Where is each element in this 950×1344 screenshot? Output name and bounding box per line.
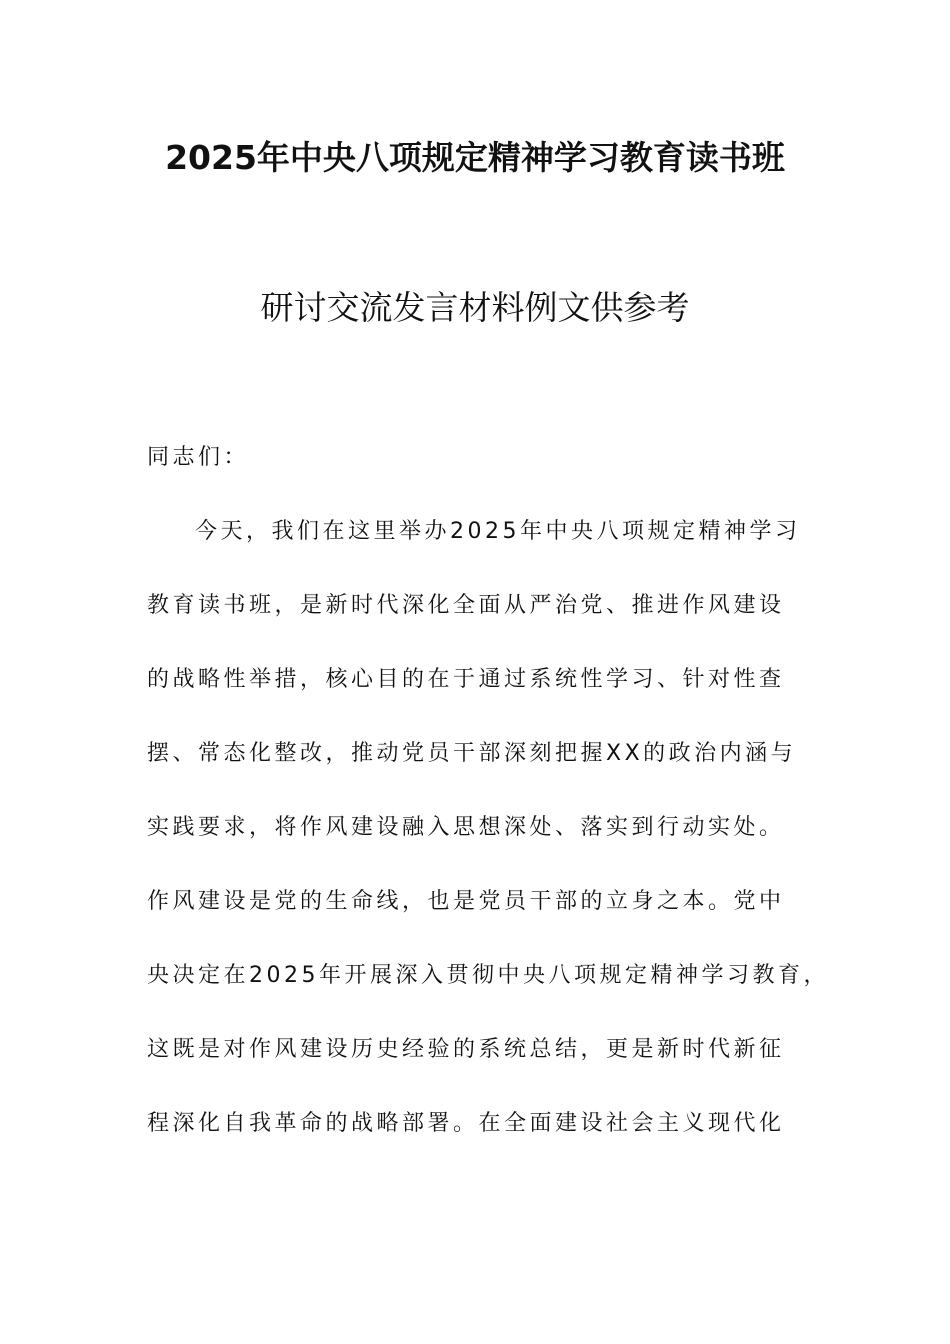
body-line: 今天，我们在这里举办2025年中央八项规定精神学习 (195, 519, 801, 544)
body-line: 的战略性举措，核心目的在于通过系统性学习、针对性查 (147, 667, 785, 692)
body-line: 摆、常态化整改，推动党员干部深刻把握XX的政治内涵与 (147, 741, 797, 766)
document-title-line-2: 研讨交流发言材料例文供参考 (260, 288, 690, 327)
body-line: 程深化自我革命的战略部署。在全面建设社会主义现代化 (147, 1111, 785, 1136)
body-line: 央决定在2025年开展深入贯彻中央八项规定精神学习教育， (147, 963, 829, 988)
body-line: 教育读书班，是新时代深化全面从严治党、推进作风建设 (147, 593, 785, 618)
body-line: 实践要求，将作风建设融入思想深处、落实到行动实处。 (147, 815, 785, 840)
body-line: 作风建设是党的生命线，也是党员干部的立身之本。党中 (147, 889, 785, 914)
body-line: 这既是对作风建设历史经验的系统总结，更是新时代新征 (147, 1037, 785, 1062)
salutation: 同志们： (147, 445, 250, 470)
document-title-line-1: 2025年中央八项规定精神学习教育读书班 (165, 138, 785, 177)
